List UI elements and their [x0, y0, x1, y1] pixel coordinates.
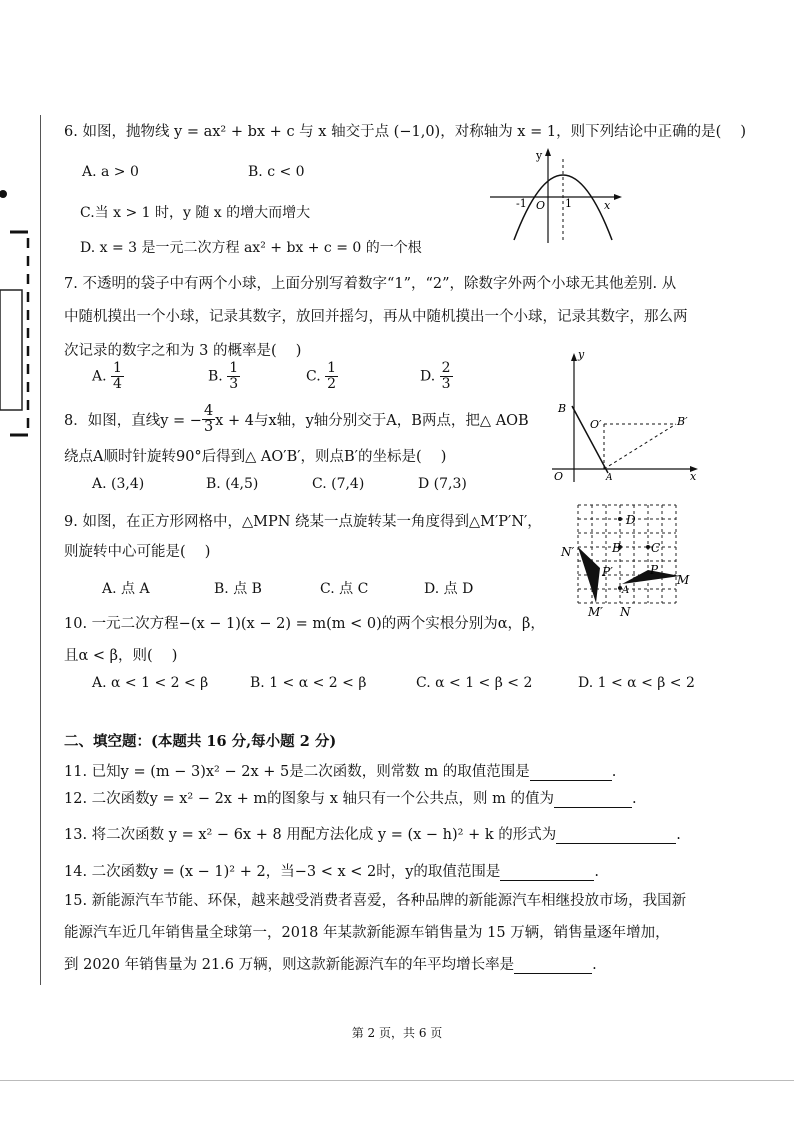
- q8-pre: 8．如图，直线y = −: [64, 413, 202, 429]
- q10-line2: 且α < β，则( ): [64, 648, 178, 664]
- page-number: 第 2 页，共 6 页: [351, 1026, 443, 1040]
- q9-line1: 9. 如图，在正方形网格中，△MPN 绕某一点旋转某一角度得到△M′P′N′，: [64, 514, 542, 530]
- q12-answer-blank: [554, 793, 632, 808]
- q8-option-d: D (7,3): [418, 476, 467, 492]
- q8-fig-b-label: B: [558, 402, 567, 415]
- q11-text: 11. 已知y = (m − 3)x² − 2x + 5是二次函数，则常数 m 的取值范围是: [64, 764, 530, 780]
- q7-option-b-den: 3: [229, 376, 239, 392]
- q9-fig-n-label: N: [620, 605, 631, 619]
- q9-fig-c-label: C: [651, 541, 661, 555]
- q7-line2: 中随机摸出一个小球，记录其数字，放回并摇匀，再从中随机摸出一个小球，记录其数字，那么两: [64, 309, 688, 325]
- q7-option-a-label: A.: [92, 368, 107, 385]
- q8-fig-o1-label: O′: [590, 418, 602, 431]
- q7-option-d-label: D.: [420, 368, 436, 385]
- q8-rotation-figure: [548, 348, 702, 484]
- q6-option-c: C.当 x > 1 时，y 随 x 的增大而增大: [80, 205, 311, 221]
- q7-option-d-num: 2: [441, 360, 451, 376]
- q13: [64, 823, 681, 844]
- q7-option-a: [92, 361, 124, 392]
- q7-option-c-num: 1: [327, 360, 337, 376]
- q15-period: .: [592, 957, 597, 973]
- q6-fig-origin-label: O: [536, 199, 546, 212]
- q8-line2: 绕点A顺时针旋转90°后得到△ AO′B′，则点B′的坐标是( ): [64, 449, 447, 465]
- q7-line1: 7. 不透明的袋子中有两个小球，上面分别写着数字“1”，“2”，除数字外两个小球无其他差别. 从: [64, 276, 677, 292]
- q9-fig-b-label: B: [612, 541, 621, 555]
- q7-option-d-den: 3: [441, 376, 451, 392]
- q11-period: .: [611, 764, 617, 780]
- q15-line1: 15. 新能源汽车节能、环保，越来越受消费者喜爱，各种品牌的新能源汽车相继投放市场，我国新: [64, 893, 687, 909]
- q8-fig-y-label: y: [578, 348, 585, 361]
- q8-option-c: C. (7,4): [312, 476, 365, 492]
- q9-line2: 则旋转中心可能是( ): [64, 544, 211, 560]
- q9-option-c: C. 点 C: [320, 581, 369, 597]
- q7-option-a-num: 1: [113, 360, 122, 376]
- q7-option-c-label: C.: [306, 368, 321, 385]
- q9-fig-p-label: P: [650, 563, 659, 577]
- q8-fig-x-label: x: [690, 470, 697, 483]
- q7-option-d: [420, 361, 453, 392]
- q13-answer-blank: [556, 829, 676, 844]
- q9-fig-m1-label: M′: [588, 605, 604, 619]
- q15-line3-text: 到 2020 年销售量为 21.6 万辆，则这款新能源汽车的年平均增长率是: [64, 957, 515, 973]
- q14: [64, 860, 599, 881]
- q11-answer-blank: [530, 766, 612, 781]
- q7-option-a-den: 4: [113, 376, 122, 392]
- q6-option-b: B. c < 0: [248, 164, 305, 180]
- q13-text: 13. 将二次函数 y = x² − 6x + 8 用配方法化成 y = (x − h)² + k 的形式为: [64, 827, 557, 843]
- q10-option-a: A. α < 1 < 2 < β: [92, 675, 209, 691]
- q6-option-a: A. a > 0: [82, 164, 139, 180]
- q7-line3: 次记录的数字之和为 3 的概率是( ): [64, 343, 302, 359]
- q11: [64, 760, 616, 781]
- q15-answer-blank: [514, 959, 592, 974]
- q14-period: .: [594, 864, 600, 880]
- q9-fig-p1-label: P′: [602, 565, 613, 579]
- q12: [64, 787, 637, 808]
- bottom-scan-edge: [0, 1080, 794, 1081]
- q10-option-d: D. 1 < α < β < 2: [578, 675, 695, 691]
- q14-text: 14. 二次函数y = (x − 1)² + 2，当−3 < x < 2时，y的取值范围是: [64, 864, 501, 880]
- q9-fig-m-label: M: [677, 573, 690, 587]
- q9-fig-a-label: A: [622, 585, 630, 596]
- q8-frac-den: 3: [203, 419, 214, 435]
- q8-fig-origin-label: O: [554, 470, 564, 483]
- q9-grid-figure: [556, 500, 696, 622]
- q8-frac-num: 4: [203, 403, 214, 419]
- q14-answer-blank: [500, 866, 594, 881]
- binding-margin-marks: [0, 180, 40, 440]
- q7-option-b-num: 1: [229, 360, 239, 376]
- q6-fig-neg1-label: -1: [516, 197, 527, 210]
- q12-period: .: [631, 791, 637, 807]
- q8-line1: [64, 404, 529, 435]
- q7-option-b-label: B.: [208, 368, 223, 385]
- q6-option-d: D. x = 3 是一元二次方程 ax² + bx + c = 0 的一个根: [80, 240, 422, 256]
- q13-period: .: [676, 827, 681, 843]
- q9-option-b: B. 点 B: [214, 581, 262, 597]
- q7-option-b: [208, 361, 240, 392]
- q6-fig-y-label: y: [536, 149, 543, 162]
- q15-line2: 能源汽车近几年销售量全球第一，2018 年某款新能源车销售量为 15 万辆，销售量逐年增加，: [64, 925, 670, 941]
- q6-fig-x-label: x: [604, 199, 611, 212]
- q10-line1: 10. 一元二次方程−(x − 1)(x − 2) = m(m < 0)的两个实根分别为α，β，: [64, 616, 545, 632]
- q9-fig-d-label: D: [626, 513, 636, 527]
- q10-option-c: C. α < 1 < β < 2: [416, 675, 533, 691]
- q12-text: 12. 二次函数y = x² − 2x + m的图象与 x 轴只有一个公共点，则 m 的值为: [64, 791, 554, 807]
- q6-parabola-figure: [486, 145, 626, 245]
- q8-post: x + 4与x轴，y轴分别交于A，B两点，把△ AOB: [215, 413, 529, 429]
- q10-option-b: B. 1 < α < 2 < β: [250, 675, 367, 691]
- q8-option-a: A. (3,4): [92, 476, 145, 492]
- q8-fig-b1-label: B′: [677, 415, 688, 428]
- q9-fig-n1-label: N′: [561, 545, 575, 559]
- q9-option-a: A. 点 A: [102, 581, 150, 597]
- q7-option-c: [306, 361, 338, 392]
- q8-option-b: B. (4,5): [206, 476, 259, 492]
- q15-line3: [64, 953, 597, 974]
- q6-fig-pos1-label: 1: [565, 197, 572, 210]
- q9-option-d: D. 点 D: [424, 581, 474, 597]
- left-rule: [40, 115, 41, 985]
- section2-title: 二、填空题：(本题共 16 分,每小题 2 分): [64, 733, 337, 750]
- q6-stem: 6. 如图，抛物线 y = ax² + bx + c 与 x 轴交于点 (−1,0)，对称轴为 x = 1，则下列结论中正确的是( ): [64, 124, 747, 140]
- q7-option-c-den: 2: [327, 376, 337, 392]
- q8-fig-a-label: A: [606, 473, 613, 483]
